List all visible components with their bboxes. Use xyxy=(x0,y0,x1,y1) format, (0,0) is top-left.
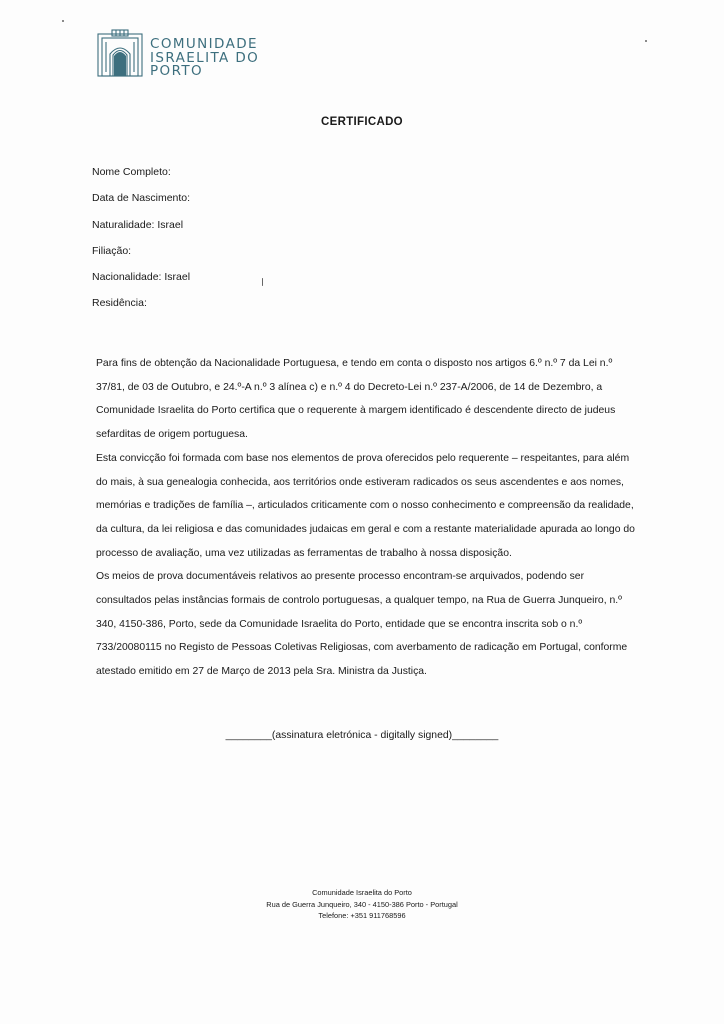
logo-line-3: PORTO xyxy=(150,63,204,79)
body-paragraph-2: Esta convicção foi formada com base nos elementos de prova oferecidos pelo requerente – respeitantes, para além do mais, à sua genealogia conhecida, aos territórios onde estiveram radicados os seus ascendentes e aos nomes, memórias e tradições de família –, articulados criticamente com o nosso conhecimento e compreensão da realidade, da cultura, da lei religiosa e das comunidades judaicas em geral e com a restante materialidade apurada ao longo do processo de avaliação, uma vez utilizadas as ferramentas de trabalho à nossa disposição. xyxy=(96,452,635,559)
identification-fields xyxy=(92,166,190,324)
footer-name: Comunidade Israelita do Porto xyxy=(312,888,412,897)
field-residence: Residência: xyxy=(92,297,147,310)
field-full-name: Nome Completo: xyxy=(92,166,171,178)
field-nationality: Nacionalidade: Israel xyxy=(92,271,191,284)
signature-line: ________(assinatura eletrónica - digitally signed)________ xyxy=(225,730,499,741)
scan-speck xyxy=(645,40,647,42)
scan-speck xyxy=(62,20,64,22)
gate-icon xyxy=(96,28,146,80)
field-birth-date: Data de Nascimento: xyxy=(92,192,191,205)
body-paragraph-3: Os meios de prova documentáveis relativos ao presente processo encontram-se arquivados, podendo ser consultados pelas instâncias formais de controlo portuguesas, a qualquer tempo, na Rua de Guerra Junqueiro, n.º 340, 4150-386, Porto, sede da Comunidade Israelita do Porto, entidade que se encontra inscrita sob o n.º 733/20080115 no Registo de Pessoas Coletivas Religiosas, com averbamento de radicação em Portugal, conforme atestado emitido em 27 de Março de 2013 pela Sra. Ministra da Justiça. xyxy=(96,571,628,678)
community-logo xyxy=(96,28,266,82)
certificate-body xyxy=(96,352,636,684)
logo-text xyxy=(150,38,259,79)
footer-phone: Telefone: +351 911768596 xyxy=(318,911,406,920)
logo-line-2: ISRAELITA DO xyxy=(150,49,260,66)
body-paragraph-1: Para fins de obtenção da Nacionalidade Portuguesa, e tendo em conta o disposto nos artigos 6.º n.º 7 da Lei n.º 37/81, de 03 de Outubro, e 24.º-A n.º 3 alínea c) e n.º 4 do Decreto-Lei n.º 237-A/2006, de 14 de Dezembro, a Comunidade Israelita do Porto certifica que o requerente à margem identificado é descendente directo de judeus sefarditas de origem portuguesa. xyxy=(96,358,616,441)
logo-line-1: COMUNIDADE xyxy=(150,36,258,52)
document-title: CERTIFICADO xyxy=(321,116,403,128)
field-parentage: Filiação: xyxy=(92,244,132,257)
scan-speck xyxy=(262,278,263,286)
footer xyxy=(0,887,724,922)
footer-address: Rua de Guerra Junqueiro, 340 - 4150-386 Porto - Portugal xyxy=(266,899,458,909)
field-birthplace: Naturalidade: Israel xyxy=(92,218,184,231)
